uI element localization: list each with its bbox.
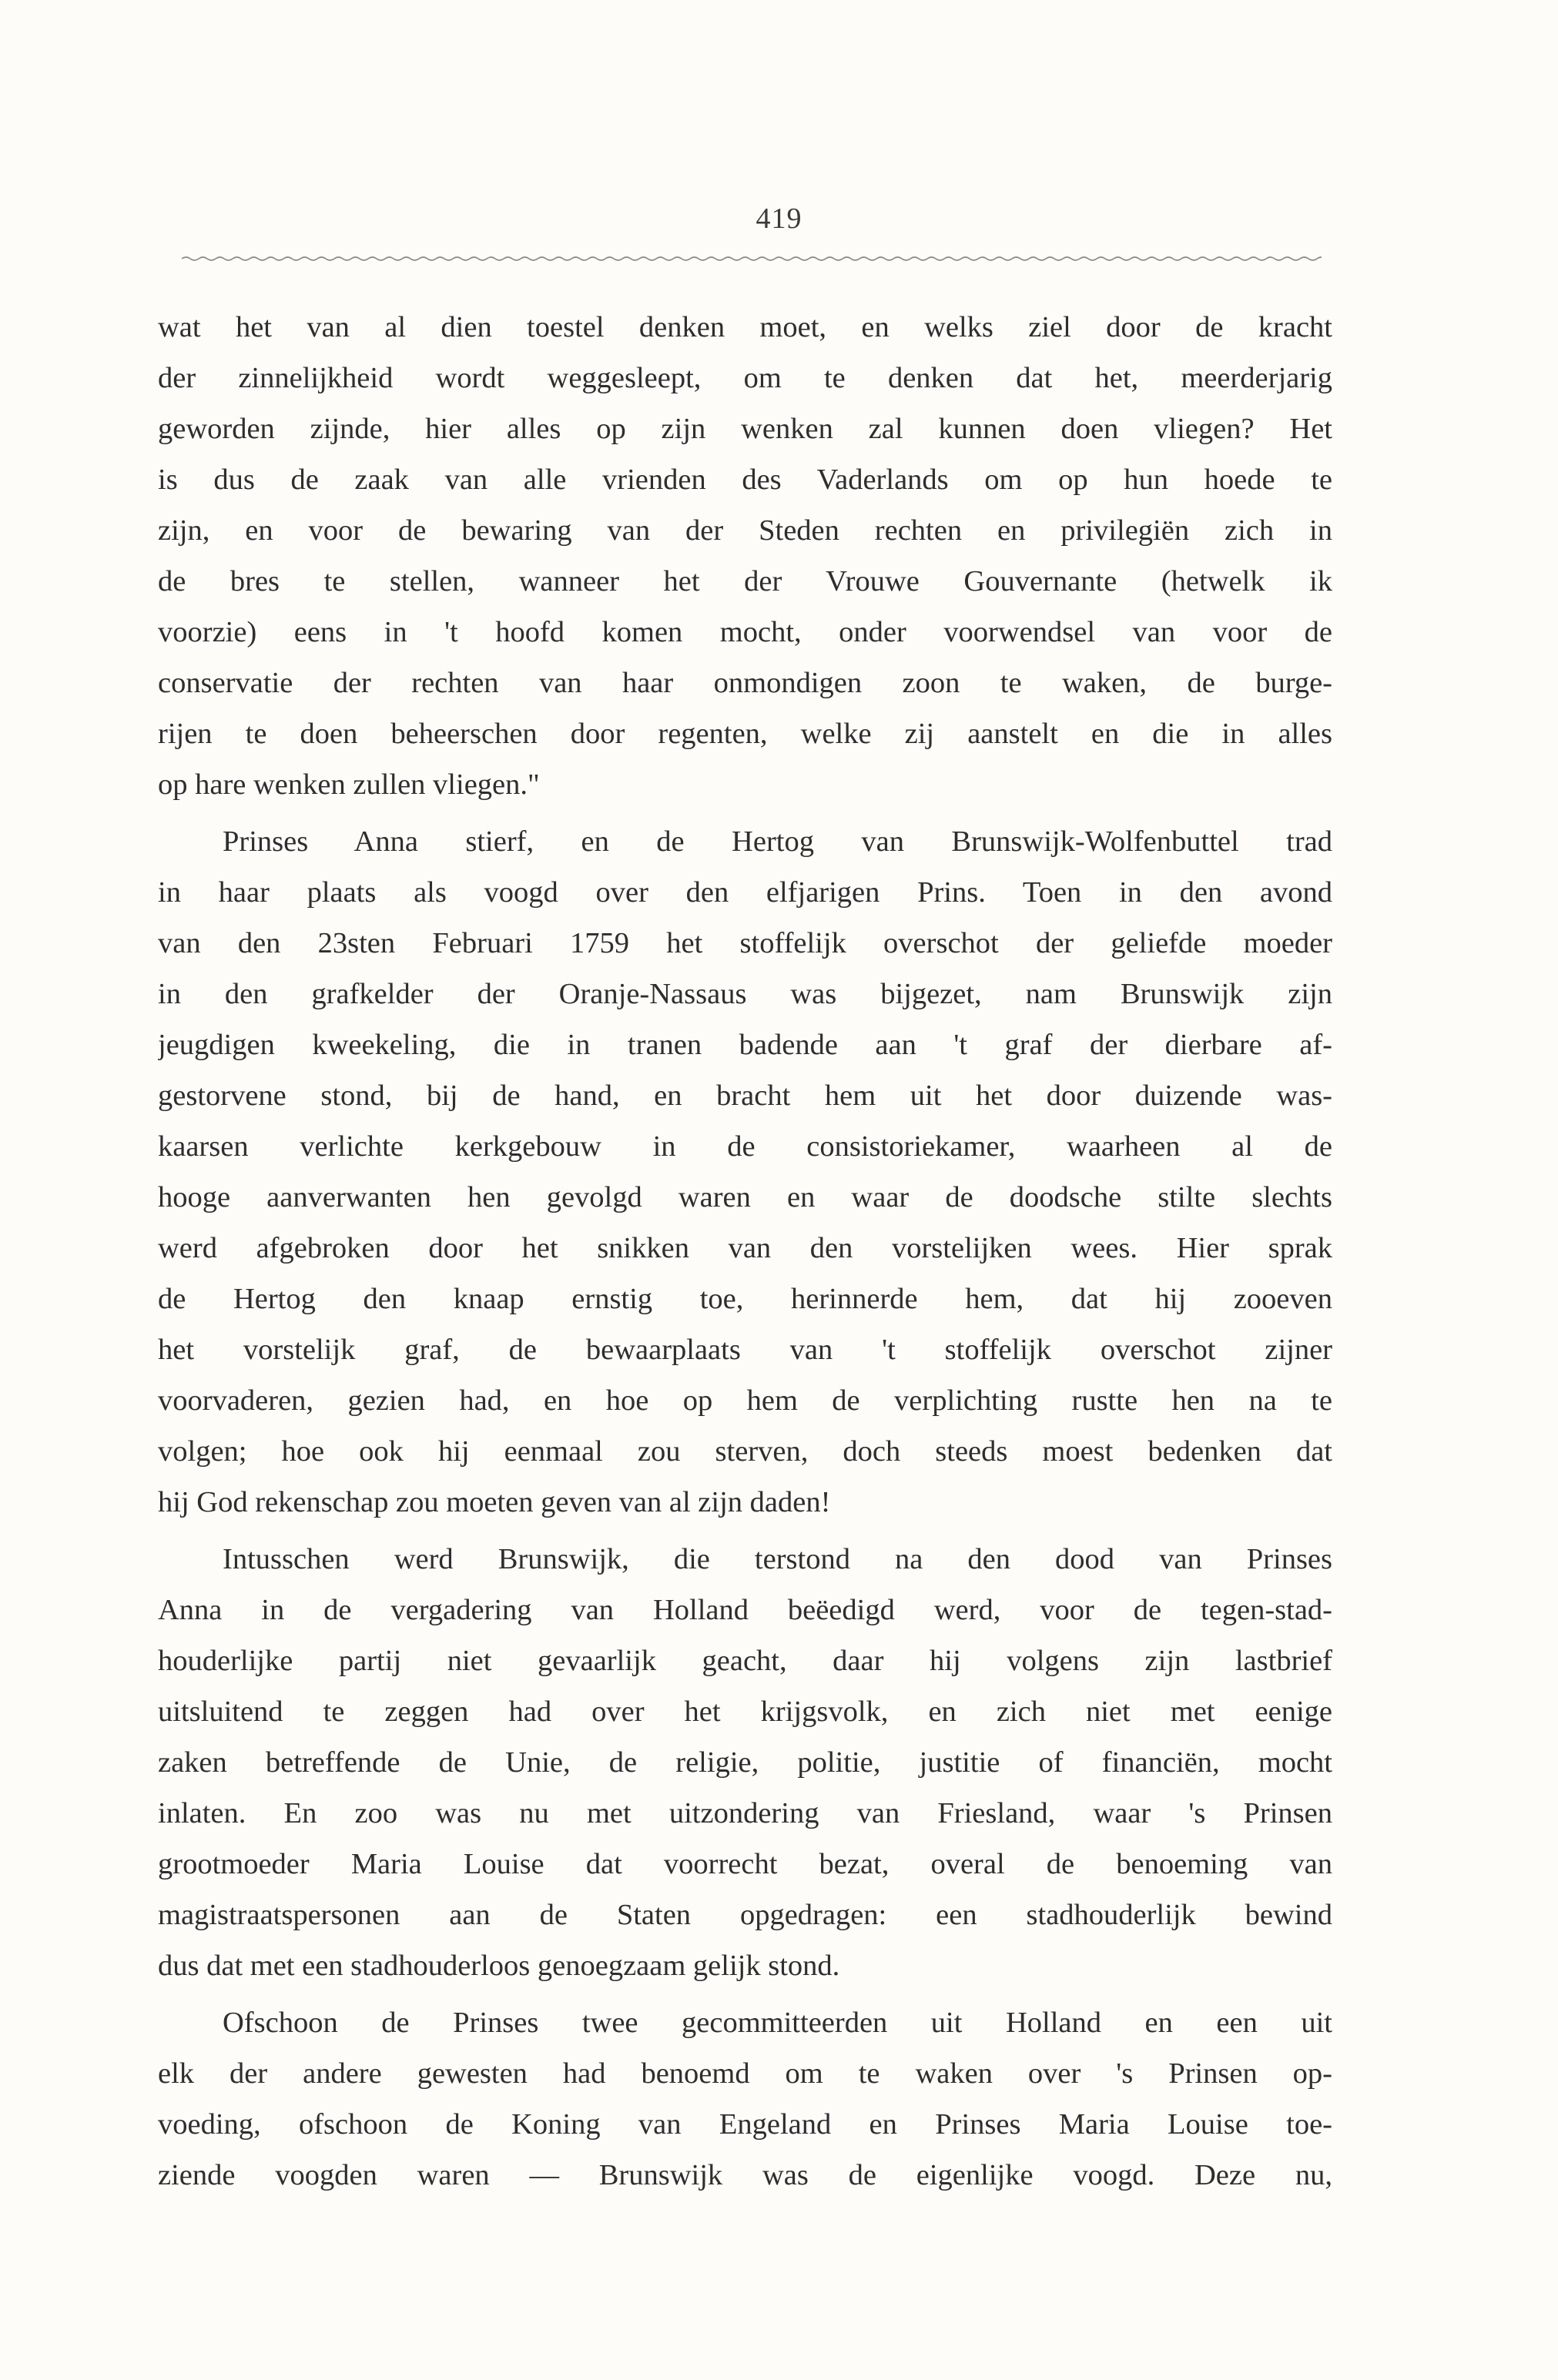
text-line: houderlijke partij niet gevaarlijk geacht, daar hij volgens zijn lastbrief xyxy=(158,1645,1332,1677)
text-line: rijen te doen beheerschen door regenten, welke zij aanstelt en die in alles xyxy=(158,718,1332,750)
ornamental-rule xyxy=(182,253,1322,265)
text-line: de Hertog den knaap ernstig toe, herinnerde hem, dat hij zooeven xyxy=(158,1283,1332,1315)
text-line: uitsluitend te zeggen had over het krijgsvolk, en zich niet met eenige xyxy=(158,1695,1332,1728)
text-line: werd afgebroken door het snikken van den vorstelijken wees. Hier sprak xyxy=(158,1232,1332,1264)
text-line: grootmoeder Maria Louise dat voorrecht bezat, overal de benoeming van xyxy=(158,1848,1332,1880)
text-line: Intusschen werd Brunswijk, die terstond na den dood van Prinses xyxy=(223,1543,1332,1575)
text-line: Anna in de vergadering van Holland beëedigd werd, voor de tegen-stad- xyxy=(158,1594,1332,1626)
text-line: zijn, en voor de bewaring van der Steden rechten en privilegiën zich in xyxy=(158,514,1332,547)
text-line: Prinses Anna stierf, en de Hertog van Brunswijk-Wolfenbuttel trad xyxy=(223,825,1332,858)
text-line: gestorvene stond, bij de hand, en bracht hem uit het door duizende was- xyxy=(158,1080,1332,1112)
text-line: het vorstelijk graf, de bewaarplaats van 't stoffelijk overschot zijner xyxy=(158,1334,1332,1366)
text-line: jeugdigen kweekeling, die in tranen badende aan 't graf der dierbare af- xyxy=(158,1029,1332,1061)
text-line: volgen; hoe ook hij eenmaal zou sterven, doch steeds moest bedenken dat xyxy=(158,1435,1332,1468)
text-line: voeding, ofschoon de Koning van Engeland en Prinses Maria Louise toe- xyxy=(158,2108,1332,2141)
text-line: voorzie) eens in 't hoofd komen mocht, onder voorwendsel van voor de xyxy=(158,616,1332,648)
text-line: elk der andere gewesten had benoemd om te waken over 's Prinsen op- xyxy=(158,2057,1332,2090)
page-number: 419 xyxy=(756,203,802,235)
text-line: kaarsen verlichte kerkgebouw in de consistoriekamer, waarheen al de xyxy=(158,1130,1332,1163)
body-text xyxy=(158,302,1332,2201)
text-line: Ofschoon de Prinses twee gecommitteerden uit Holland en een uit xyxy=(223,2007,1332,2039)
text-line: ziende voogden waren — Brunswijk was de eigenlijke voogd. Deze nu, xyxy=(158,2159,1332,2191)
text-line: conservatie der rechten van haar onmondigen zoon te waken, de burge- xyxy=(158,667,1332,699)
text-line: in haar plaats als voogd over den elfjarigen Prins. Toen in den avond xyxy=(158,876,1332,909)
text-line: wat het van al dien toestel denken moet, en welks ziel door de kracht xyxy=(158,311,1332,343)
text-line: magistraatspersonen aan de Staten opgedragen: een stadhouderlijk bewind xyxy=(158,1899,1332,1931)
text-line: is dus de zaak van alle vrienden des Vaderlands om op hun hoede te xyxy=(158,464,1332,496)
text-line: inlaten. En zoo was nu met uitzondering van Friesland, waar 's Prinsen xyxy=(158,1797,1332,1829)
text-line: op hare wenken zullen vliegen." xyxy=(158,768,540,801)
text-line: van den 23sten Februari 1759 het stoffelijk overschot der geliefde moeder xyxy=(158,927,1332,959)
text-line: voorvaderen, gezien had, en hoe op hem de verplichting rustte hen na te xyxy=(158,1384,1332,1417)
text-line: der zinnelijkheid wordt weggesleept, om te denken dat het, meerderjarig xyxy=(158,362,1332,394)
text-line: hooge aanverwanten hen gevolgd waren en waar de doodsche stilte slechts xyxy=(158,1181,1332,1213)
text-line: geworden zijnde, hier alles op zijn wenken zal kunnen doen vliegen? Het xyxy=(158,413,1332,445)
text-line: de bres te stellen, wanneer het der Vrouwe Gouvernante (hetwelk ik xyxy=(158,565,1332,598)
text-line: zaken betreffende de Unie, de religie, politie, justitie of financiën, mocht xyxy=(158,1746,1332,1779)
wavy-rule-line xyxy=(182,257,1322,260)
text-line: in den grafkelder der Oranje-Nassaus was bijgezet, nam Brunswijk zijn xyxy=(158,978,1332,1010)
text-line: dus dat met een stadhouderloos genoegzaam gelijk stond. xyxy=(158,1950,840,1982)
text-line: hij God rekenschap zou moeten geven van al zijn daden! xyxy=(158,1486,831,1518)
